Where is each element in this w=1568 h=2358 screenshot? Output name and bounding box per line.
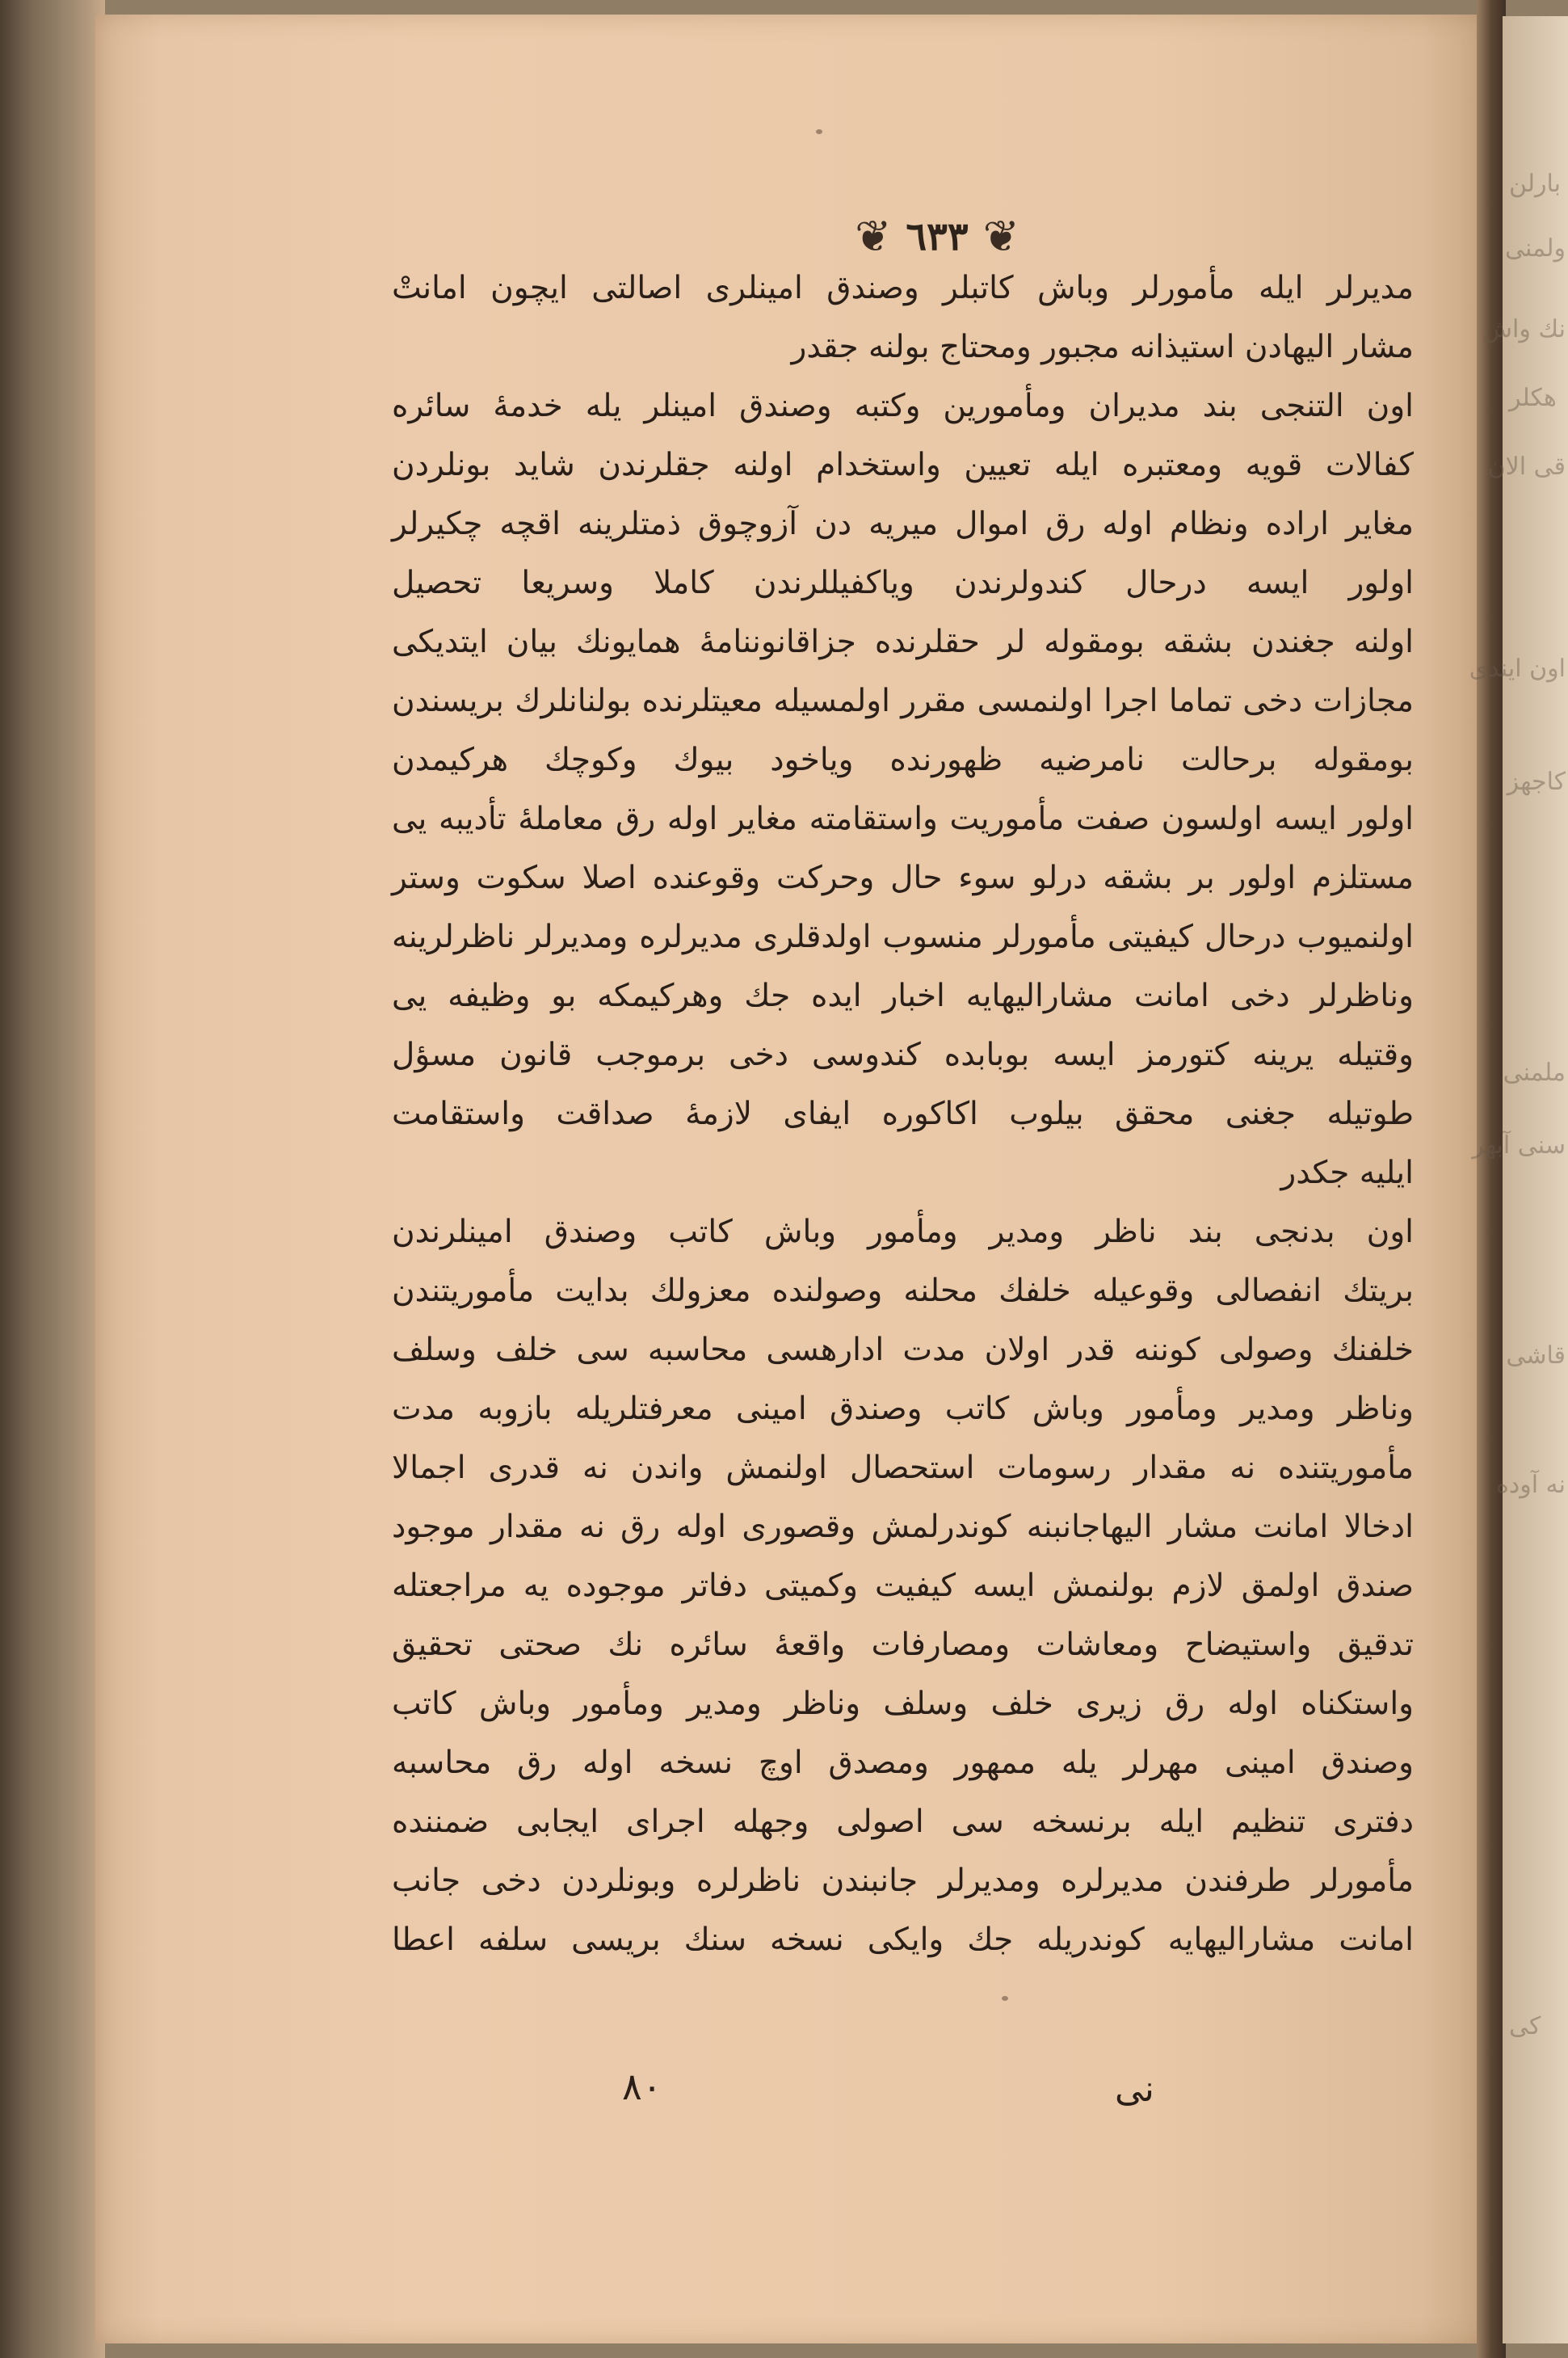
text-line: تدقيق واستيضاح ومعاشات ومصارفات واقعهٔ سائره نك صحتى تحقيق xyxy=(392,1627,1414,1663)
page-number: ٦٣٣ xyxy=(906,214,969,259)
text-line: صندق اولمق لازم بولنمش ايسه كيفيت وكميتى دفاتر موجوده يه مراجعتله xyxy=(392,1568,1414,1604)
next-page-fragment: كاجهز xyxy=(1507,768,1566,796)
next-page-fragment: قى الان xyxy=(1487,453,1566,481)
text-line: اولنه جغندن بشقه بومقوله لر حقلرنده جزاقانوننامهٔ همايونك بيان ايتديكى xyxy=(392,624,1414,660)
text-line: ايليه جكدر xyxy=(1280,1155,1414,1191)
text-line: دفترى تنظيم ايله برنسخه سى اصولى وجهله اجراى ايجابى ضمننده xyxy=(392,1804,1414,1840)
ornament-icon: ❦ xyxy=(982,211,1019,262)
ornament-icon: ❦ xyxy=(855,211,892,262)
paper-speck xyxy=(1002,1996,1008,2001)
text-line: بومقوله برحالت نامرضيه ظهورنده وياخود بيوك وكوچك هركيمدن xyxy=(392,742,1414,778)
text-line: مجازات دخى تماما اجرا اولنمسى مقرر اولمسيله معيتلرنده بولنانلرك بريسندن xyxy=(392,683,1414,719)
next-page-fragment: كى xyxy=(1509,2012,1541,2040)
next-page-fragment: نك واش xyxy=(1482,315,1566,343)
text-line: وصندق امينى مهرلر يله ممهور ومصدق اوچ نسخه اوله رق محاسبه xyxy=(392,1745,1414,1781)
text-line: اون بدنجى بند ناظر ومدير ومأمور وباش كاتب وصندق امينلرندن xyxy=(392,1214,1414,1250)
text-line: طوتيله جغنى محقق بيلوب اكاكوره ايفاى لازمهٔ صداقت واستقامت xyxy=(392,1096,1414,1132)
text-line: مشار اليهادن استيذانه مجبور ومحتاج بولنه جقدر xyxy=(791,329,1414,365)
next-page-fragment: نه آوده xyxy=(1496,1471,1566,1499)
text-line: وناظرلر دخى امانت مشاراليهايه اخبار ايده جك وهركيمكه بو وظيفه يى xyxy=(392,978,1414,1014)
paper-speck xyxy=(816,129,822,134)
signature-mark: ۸۰ xyxy=(622,2065,662,2108)
text-line: اولور ايسه درحال كندولرندن وياكفيللرندن كاملا وسريعا تحصيل xyxy=(392,565,1414,601)
text-line: مأموريتنده نه مقدار رسومات استحصال اولنمش واندن نه قدرى اجمالا xyxy=(392,1450,1414,1486)
body-text xyxy=(392,259,1414,2117)
text-line: كفالات قويه ومعتبره ايله تعيين واستخدام اولنه جقلرندن شايد بونلردن xyxy=(392,447,1414,483)
text-line: مستلزم اولور بر بشقه درلو سوء حال وحركت وقوعنده اصلا سكوت وستر xyxy=(392,860,1414,896)
text-line: ادخالا امانت مشار اليهاجانبنه كوندرلمش وقصورى اوله رق نه مقدار موجود xyxy=(392,1509,1414,1545)
text-line: مأمورلر طرفندن مديرلره ومديرلر جانبندن ناظرلره وبونلردن دخى جانب xyxy=(392,1863,1414,1899)
book-binding-gutter xyxy=(0,0,105,2358)
text-line: خلفنك وصولى كوننه قدر اولان مدت ادارهسى محاسبه سى خلف وسلف xyxy=(392,1332,1414,1368)
next-page-fragment: قاشى xyxy=(1506,1341,1566,1370)
next-page-edge xyxy=(1469,16,1568,2343)
text-line: مديرلر ايله مأمورلر وباش كاتبلر وصندق امينلرى اصالتى ايچون امانتْ xyxy=(392,270,1414,306)
text-line: اولور ايسه اولسون صفت مأموريت واستقامته مغاير اوله رق معاملهٔ تأديبه يى xyxy=(392,801,1414,837)
text-line: مغاير اراده ونظام اوله رق اموال ميريه دن آزوچوق ذمتلرينه اقچه چكيرلر xyxy=(392,506,1414,542)
next-page-fragment: بارلن xyxy=(1509,170,1561,198)
text-line: وقتيله يرينه كتورمز ايسه بوبابده كندوسى دخى برموجب قانون مسؤل xyxy=(392,1037,1414,1073)
next-page-fragment: هكلر xyxy=(1509,384,1557,412)
page-header xyxy=(840,208,1034,265)
text-line: واستكناه اوله رق زيرى خلف وسلف وناظر ومدير ومأمور وباش كاتب xyxy=(392,1686,1414,1722)
next-page-fragment: ملمنى xyxy=(1503,1059,1566,1087)
next-page-fragment: ولمنى xyxy=(1504,234,1566,263)
next-page-fragment: سنى آبهر xyxy=(1472,1131,1566,1160)
next-page-fragment: اون ايندى xyxy=(1469,655,1566,683)
text-line: اون التنجى بند مديران ومأمورين وكتبه وصندق امينلر يله خدمهٔ سائره xyxy=(392,388,1414,424)
text-line: بريتك انفصالى وقوعيله خلفك محلنه وصولنده معزولك بدايت مأموريتندن xyxy=(392,1273,1414,1309)
page-fold-shadow xyxy=(1477,0,1506,2358)
catchword: نى xyxy=(1115,2069,1154,2110)
text-line: امانت مشاراليهايه كوندريله جك وايكى نسخه سنك بريسى سلفه اعطا xyxy=(392,1922,1414,1958)
text-line: اولنميوب درحال كيفيتى مأمورلر منسوب اولدقلرى مديرلره ومديرلر ناظرلرينه xyxy=(392,919,1414,955)
text-line: وناظر ومدير ومأمور وباش كاتب وصندق امينى معرفتلريله بازوبه مدت xyxy=(392,1391,1414,1427)
